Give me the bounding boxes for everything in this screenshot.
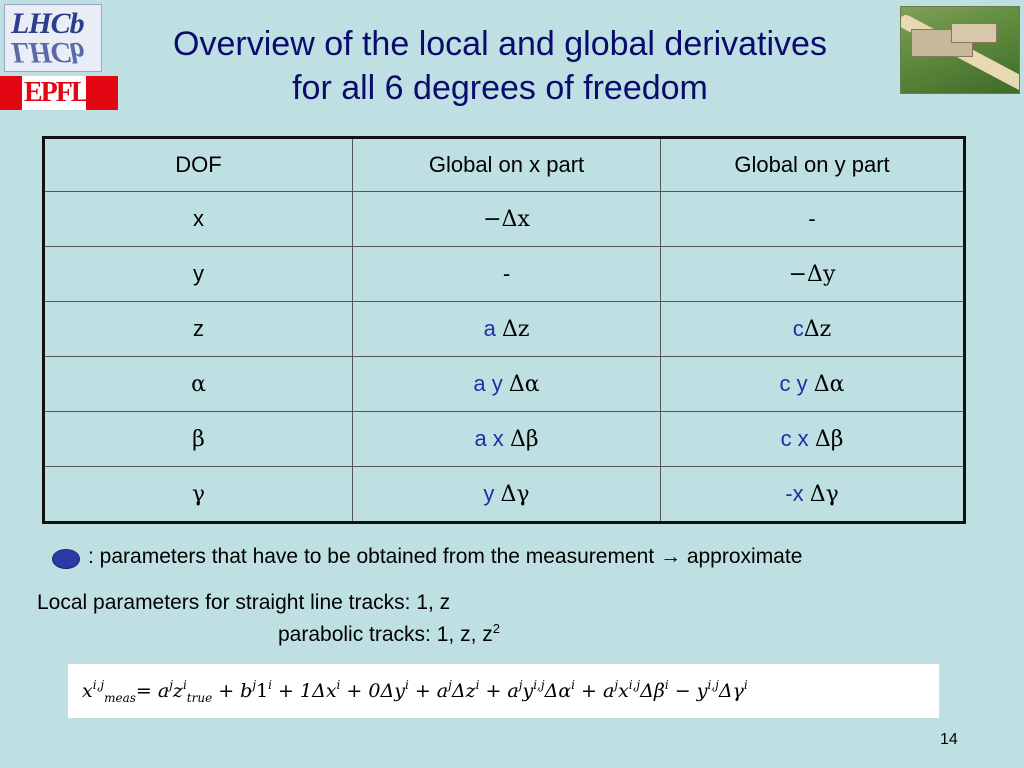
equation-lhs-superscript: i,j [92,677,105,692]
equation-term-superscript: i [182,677,187,692]
equation-term-superscript: j [169,677,173,692]
equation-term-superscript: i [268,677,273,692]
equation-term-base: Δβ [640,679,665,702]
measurement-equation [68,664,939,718]
local-parameters-exponent: 2 [492,621,500,636]
global-y-cell [661,467,965,523]
global-x-cell [353,302,661,357]
header-dof: DOF [44,138,353,192]
lhcb-logo-reflection: LHCb [11,36,84,69]
title-line-2: for all 6 degrees of freedom [292,69,708,107]
equation-term [340,677,409,702]
equation-term-base: = a [135,679,170,702]
global-y-delta: Δγ [809,482,839,507]
equation-term [272,677,341,702]
global-y-delta: Δβ [814,427,844,452]
equation-term-superscript: i,j [533,677,545,692]
global-y-delta: Δz [803,317,832,342]
table-header-row [44,138,965,192]
equation-terms [136,678,748,705]
dof-cell: y [44,247,353,302]
equation-term-base: + a [575,679,615,702]
equation-term-base: − y [668,679,708,702]
header-global-y: Global on y part [661,138,965,192]
equation-lhs-symbol: x [82,679,93,702]
equation-term [522,677,545,702]
photo-module-b [951,23,997,43]
global-y-cell [661,412,965,467]
equation-term [212,677,257,702]
equation-term-superscript: i [475,677,480,692]
global-x-cell [353,412,661,467]
global-x-delta: Δz [501,317,530,342]
lhcb-logo-text: LHCb [11,7,84,40]
equation-term [172,677,213,705]
dof-cell: z [44,302,353,357]
global-y-parameter: -x [785,481,804,506]
global-x-parameter: y [483,481,495,506]
equation-term-base: + a [408,679,449,702]
equation-term [451,677,480,702]
equation-term-superscript: j [614,677,619,692]
equation-term-superscript: j [252,677,257,692]
equation-term-superscript: i,j [707,677,719,692]
equation-lhs-subscript: meas [104,690,136,705]
equation-term-base: x [618,679,629,702]
equation-term-subscript: true [186,690,213,705]
table-row [44,302,965,357]
equation-term-superscript: j [518,677,523,692]
equation-term [640,677,669,702]
equation-term [618,677,641,702]
global-y-cell: −Δy [661,247,965,302]
table-row [44,357,965,412]
local-parameters-line-2-text: parabolic tracks: 1, z, z [278,623,493,646]
global-x-cell [353,357,661,412]
global-x-parameter: a [483,316,496,341]
header-global-x: Global on x part [353,138,661,192]
dof-derivatives-table [42,136,966,524]
global-y-parameter: c y [779,371,808,396]
equation-term-superscript: i [664,677,669,692]
equation-term-base: y [522,679,534,702]
equation-term-base: + a [479,679,519,702]
dof-cell: x [44,192,353,247]
equation-term-base: Δz [451,679,476,702]
page-number: 14 [940,731,958,748]
title-line-1: Overview of the local and global derivatives [173,25,827,63]
global-x-cell: - [353,247,661,302]
global-y-cell [661,357,965,412]
global-y-parameter: c x [780,426,809,451]
equation-term [135,677,173,702]
equation-term-base: z [172,679,183,702]
equation-term [668,677,719,702]
global-y-cell [661,302,965,357]
equation-term-superscript: i [571,677,575,692]
local-parameters-line-2 [278,621,500,647]
dof-cell: β [44,412,353,467]
equation-term-base: + b [212,679,253,702]
table-row [44,192,965,247]
global-x-cell [353,467,661,523]
global-x-parameter: a y [473,371,503,396]
equation-term-superscript: i [336,677,341,692]
legend-marker [52,549,80,569]
local-parameters-line-1: Local parameters for straight line tracks: 1, z [37,591,451,614]
global-y-delta: Δα [813,372,845,397]
dof-cell: α [44,357,353,412]
global-x-cell: −Δx [353,192,661,247]
table-row [44,467,965,523]
global-x-delta: Δα [508,372,540,397]
equation-term [408,677,452,702]
global-x-parameter: a x [474,426,504,451]
table-row [44,412,965,467]
equation-term [718,677,748,702]
equation-term-base: 1 [256,679,269,702]
equation-term [575,677,619,702]
table-row [44,247,965,302]
global-y-parameter: c [792,316,804,341]
dof-cell: γ [44,467,353,523]
equation-lhs [82,678,136,705]
equation-term-superscript: i [404,677,409,692]
equation-term-superscript: i [743,677,748,692]
equation-term-base: Δγ [718,679,744,702]
slide-title [100,22,900,110]
equation-term-base: Δα [544,679,572,702]
lhcb-logo [4,4,102,72]
equation-term [479,677,523,702]
equation-term [256,677,273,702]
global-x-delta: Δγ [500,482,530,507]
epfl-logo-text: EPFL [24,77,88,108]
equation-term-base: + 1Δx [272,679,337,702]
equation-term-superscript: j [448,677,452,692]
equation-term-base: + 0Δy [340,679,405,702]
global-x-delta: Δβ [509,427,539,452]
legend-text: : parameters that have to be obtained from the measurement → approximate [88,545,803,568]
detector-photo [900,6,1020,94]
equation-term [544,677,575,702]
equation-term-superscript: i,j [628,677,641,692]
global-y-cell: - [661,192,965,247]
